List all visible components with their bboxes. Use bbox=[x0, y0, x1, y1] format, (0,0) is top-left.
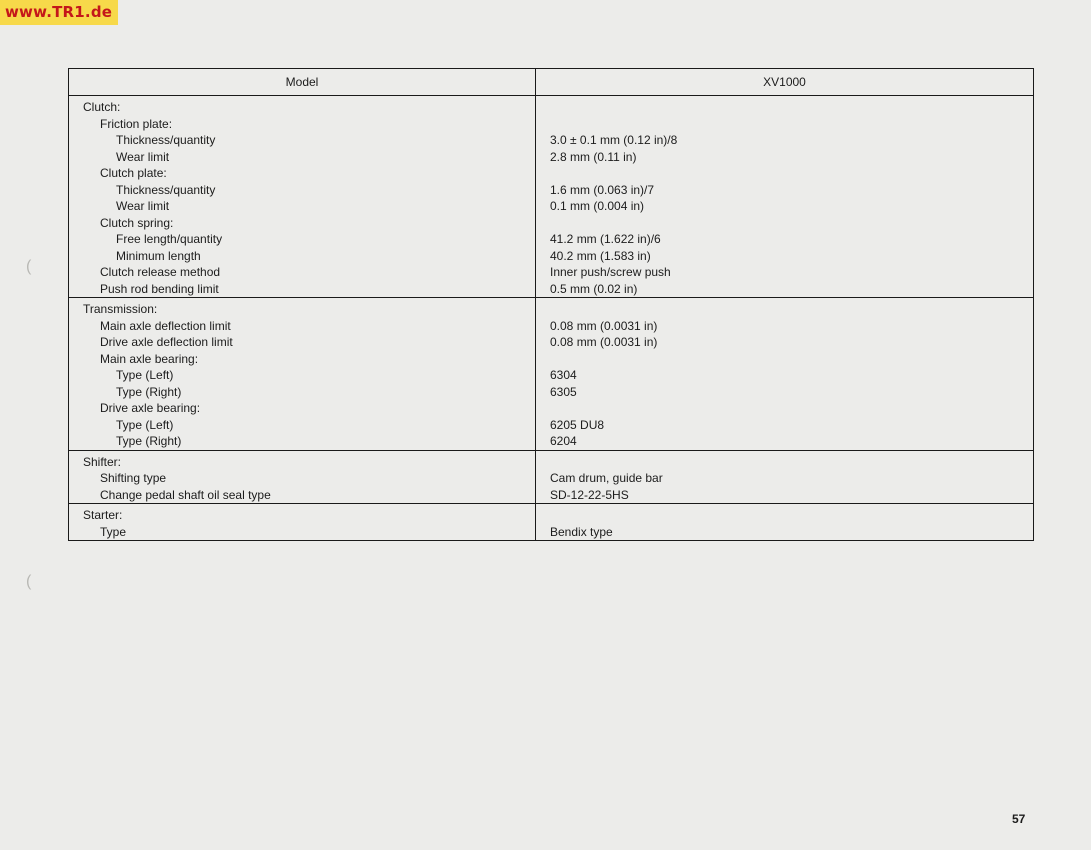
spec-label: Thickness/quantity bbox=[116, 182, 216, 197]
spec-value: 0.5 mm (0.02 in) bbox=[550, 281, 638, 296]
spec-value bbox=[550, 215, 1033, 232]
spec-label: Change pedal shaft oil seal type bbox=[100, 487, 271, 502]
spec-value bbox=[550, 99, 1033, 116]
spec-label: Main axle deflection limit bbox=[100, 318, 231, 333]
watermark-logo: www.TR1.de bbox=[0, 0, 118, 25]
spec-value bbox=[550, 454, 1033, 471]
spec-value: 40.2 mm (1.583 in) bbox=[550, 248, 651, 263]
spec-value bbox=[550, 351, 1033, 368]
spec-label: Main axle bearing: bbox=[100, 351, 199, 366]
spec-value bbox=[550, 116, 1033, 133]
model-value-header: XV1000 bbox=[536, 69, 1034, 96]
spec-value: 41.2 mm (1.622 in)/6 bbox=[550, 232, 661, 246]
spec-value: 1.6 mm (0.063 in)/7 bbox=[550, 182, 655, 197]
spec-label: Type (Left) bbox=[116, 417, 174, 432]
spec-label: Shifting type bbox=[100, 471, 167, 485]
spec-value: 6204 bbox=[550, 434, 577, 448]
spec-values-cell bbox=[536, 450, 1034, 504]
spec-label: Drive axle deflection limit bbox=[100, 335, 233, 349]
spec-label: Clutch release method bbox=[100, 265, 221, 279]
spec-label: Starter: bbox=[83, 508, 123, 522]
spec-value: 3.0 ± 0.1 mm (0.12 in)/8 bbox=[550, 133, 678, 147]
spec-section-row bbox=[69, 298, 1034, 451]
spec-value: 0.1 mm (0.004 in) bbox=[550, 199, 645, 213]
spec-value: 6205 DU8 bbox=[550, 417, 605, 432]
spec-value bbox=[550, 301, 1033, 318]
spec-value: 6305 bbox=[550, 384, 577, 399]
spec-label: Type (Right) bbox=[116, 434, 182, 448]
spec-values-cell bbox=[536, 504, 1034, 541]
spec-value bbox=[550, 165, 1033, 182]
spec-label: Push rod bending limit bbox=[100, 281, 219, 296]
spec-label: Type (Right) bbox=[116, 384, 182, 399]
spec-value: Bendix type bbox=[550, 524, 613, 539]
spec-labels-cell bbox=[69, 504, 536, 541]
spec-label: Clutch spring: bbox=[100, 215, 174, 230]
margin-mark: ( bbox=[26, 573, 32, 590]
spec-labels-cell bbox=[69, 96, 536, 298]
table-body bbox=[69, 96, 1034, 541]
spec-label: Drive axle bearing: bbox=[100, 401, 201, 415]
spec-section-row bbox=[69, 450, 1034, 504]
spec-values-cell bbox=[536, 298, 1034, 451]
spec-label: Wear limit bbox=[116, 199, 170, 213]
spec-value: 6304 bbox=[550, 368, 577, 382]
spec-labels-cell bbox=[69, 450, 536, 504]
spec-value: Cam drum, guide bar bbox=[550, 471, 663, 485]
spec-label: Type (Left) bbox=[116, 368, 174, 382]
spec-label: Friction plate: bbox=[100, 116, 173, 131]
model-header: Model bbox=[69, 69, 536, 96]
margin-mark: ( bbox=[26, 258, 32, 275]
spec-label: Minimum length bbox=[116, 248, 201, 263]
spec-section-row bbox=[69, 96, 1034, 298]
spec-label: Free length/quantity bbox=[116, 232, 223, 246]
spec-label: Shifter: bbox=[83, 454, 122, 469]
spec-label: Clutch: bbox=[83, 100, 121, 114]
spec-labels-cell bbox=[69, 298, 536, 451]
spec-section-row bbox=[69, 504, 1034, 541]
spec-value: Inner push/screw push bbox=[550, 265, 671, 279]
spec-value: 0.08 mm (0.0031 in) bbox=[550, 318, 658, 333]
spec-label: Type bbox=[100, 524, 127, 539]
page-number: 57 bbox=[1012, 812, 1026, 826]
spec-value: SD-12-22-5HS bbox=[550, 487, 629, 502]
spec-values-cell bbox=[536, 96, 1034, 298]
specification-table bbox=[68, 68, 1034, 541]
spec-value: 0.08 mm (0.0031 in) bbox=[550, 335, 658, 349]
spec-value bbox=[550, 507, 1033, 524]
spec-label: Transmission: bbox=[83, 302, 158, 316]
spec-value bbox=[550, 400, 1033, 417]
spec-label: Thickness/quantity bbox=[116, 133, 216, 147]
spec-value: 2.8 mm (0.11 in) bbox=[550, 149, 637, 164]
spec-label: Wear limit bbox=[116, 149, 170, 164]
table-header-row bbox=[69, 69, 1034, 96]
spec-label: Clutch plate: bbox=[100, 166, 167, 180]
